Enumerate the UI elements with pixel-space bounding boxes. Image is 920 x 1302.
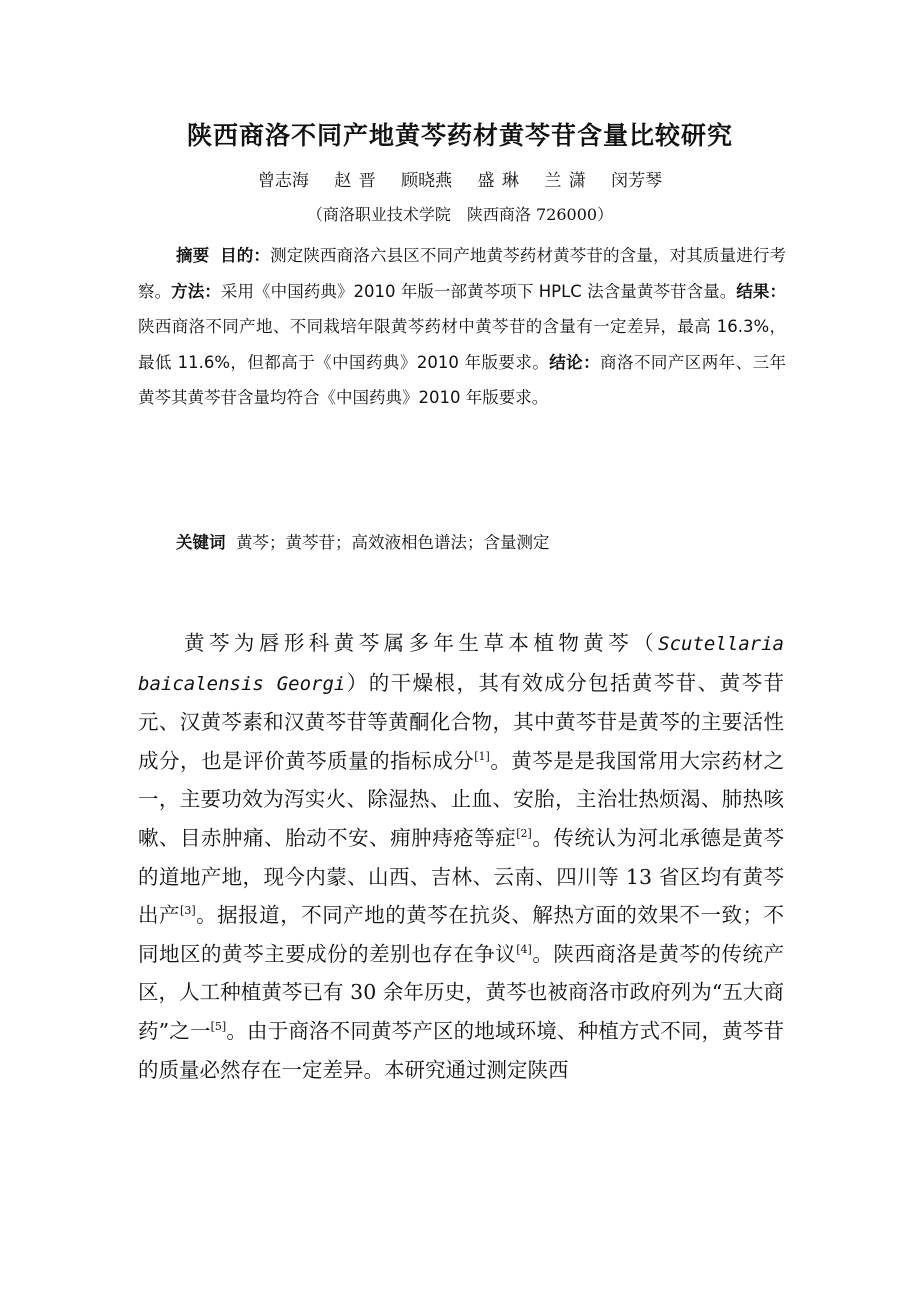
keywords-label: 关键词: [176, 533, 226, 552]
conclusion-text: 商洛不同产区两年、三年黄芩其黄芩苷含量均符合《中国药典》2010 年版要求。: [138, 352, 787, 407]
citation-ref[interactable]: [5]: [210, 1019, 227, 1033]
author: 赵 晋: [334, 171, 376, 191]
affiliation: （商洛职业技术学院 陕西商洛 726000）: [306, 205, 614, 224]
citation-ref[interactable]: [4]: [516, 942, 532, 956]
body-text-segment: 。陕西商洛是黄芩的传统产区，人工种植黄芩已有 30 余年历史，黄芩也被商洛市政府列为“五大商药”之一: [138, 941, 785, 1043]
keywords-text: 黄芩；黄芩苷；高效液相色谱法；含量测定: [236, 533, 550, 552]
body-text-segment: 黄芩为唇形科黄芩属多年生草本植物黄芩（: [184, 631, 659, 655]
method-label: 方法：: [171, 281, 221, 301]
author: 盛 琳: [477, 171, 519, 191]
objective-text: 测定陕西商洛六县区不同产地黄芩药材黄芩苷的含量，对其质量进行考察。: [138, 246, 787, 301]
body-text-segment: 。传统认为河北承德是黄芩的道地产地，现今内蒙、山西、吉林、云南、四川等 13 省区均有黄芩出产: [138, 825, 785, 928]
body-text-segment: ）的干燥根，其有效成分包括黄芩苷、黄芩苷元、汉黄芩素和汉黄芩苷等黄酮化合物，其中黄芩苷是黄芩的主要活性成分，也是评价黄芩质量的指标成分: [138, 670, 785, 773]
author: 闵芳琴: [611, 171, 663, 191]
objective-label: 目的：: [220, 246, 271, 265]
method-text: 采用《中国药典》2010 年版一部黄芩项下 HPLC 法含量黄芩苷含量。: [220, 281, 737, 301]
result-text: 陕西商洛不同产地、不同栽培年限黄芩药材中黄芩苷的含量有一定差异，最高 16.3%，最低 11.6%，但都高于《中国药典》2010 年版要求。: [138, 317, 786, 372]
citation-ref[interactable]: [2]: [516, 826, 532, 840]
abstract-label: 摘要: [176, 246, 210, 265]
body-text-segment: 。由于商洛不同黄芩产区的地域环境、种植方式不同，黄芩苷的质量必然存在一定差异。本研究通过测定陕西: [138, 1018, 785, 1082]
species-name: Scutellaria baicalensis Georgi: [138, 633, 784, 695]
author: 顾晓燕: [401, 171, 453, 191]
author: 曾志海: [257, 171, 309, 191]
author: 兰 潇: [544, 171, 586, 191]
body-text-segment: 。黄芩是是我国常用大宗药材之一，主要功效为泻实火、除湿热、止血、安胎，主治壮热烦渴、肺热咳嗽、目赤肿痛、胎动不安、痈肿痔疮等症: [138, 748, 785, 850]
result-label: 结果：: [736, 281, 787, 301]
body-paragraph: [138, 624, 784, 1089]
paper-title: 陕西商洛不同产地黄芩药材黄芩苷含量比较研究: [186, 121, 733, 150]
abstract: [138, 238, 786, 416]
body-text-segment: 。据报道，不同产地的黄芩在抗炎、解热方面的效果不一致；不同地区的黄芩主要成份的差别也存在争议: [138, 903, 785, 966]
keywords: [176, 528, 550, 558]
conclusion-label: 结论：: [549, 352, 601, 372]
citation-ref[interactable]: [1]: [474, 749, 490, 763]
citation-ref[interactable]: [3]: [180, 904, 196, 918]
author-list: [0, 166, 920, 191]
